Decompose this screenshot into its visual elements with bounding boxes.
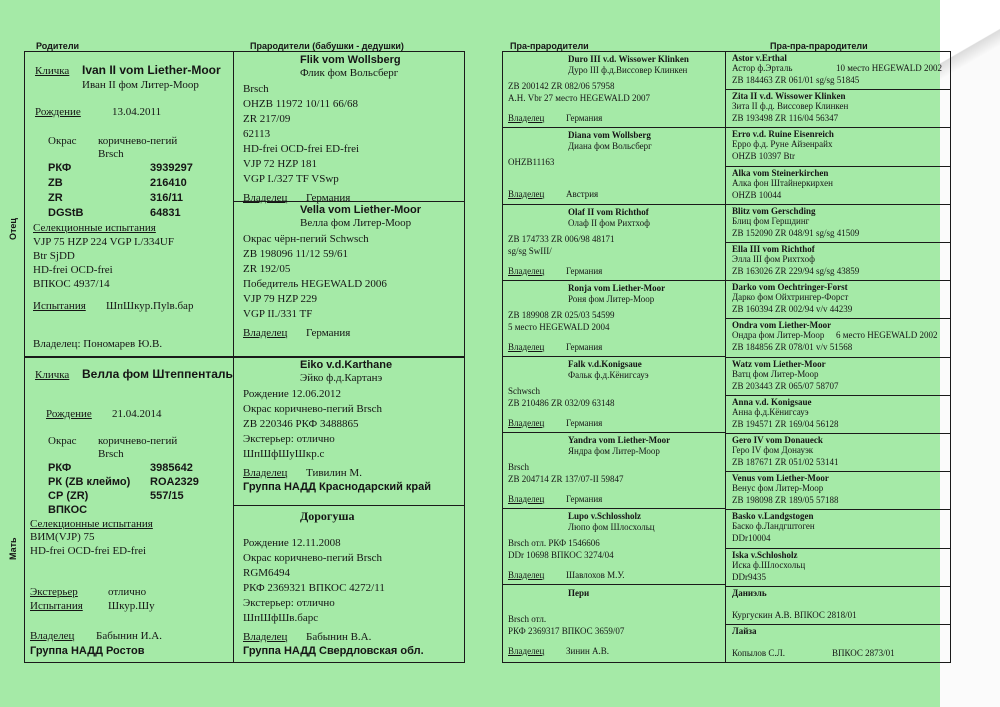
- ggp-divider: [502, 508, 725, 509]
- gp-line: РКФ 2369321 ВПКОС 4272/11: [243, 582, 385, 594]
- father-tests: ШпШкур.Пуlв.бар: [106, 300, 194, 312]
- gg-name-ru: Венус фом Литер-Моор: [732, 483, 824, 494]
- gp-owner-label: Владелец: [243, 327, 288, 339]
- gg-divider: [725, 357, 951, 358]
- father-tests-label: Испытания: [33, 300, 86, 312]
- ggp-owner-label: Владелец: [508, 646, 545, 656]
- father-vpkos: ВПКОС 4937/14: [33, 278, 110, 290]
- father-birth: 13.04.2011: [112, 106, 162, 118]
- mother-reg-label: РК (ZB клеймо): [48, 476, 131, 488]
- gg-line: OHZB 10044: [732, 189, 782, 200]
- father-reg-label: ZB: [48, 177, 63, 189]
- gp-divider-3: [233, 505, 465, 506]
- mother-color-label: Окрас: [48, 435, 77, 447]
- gg-name-ru: Иска ф.Шлосхольц: [732, 559, 806, 570]
- gp-line: Рождение 12.11.2008: [243, 537, 341, 549]
- ggp-owner: Зинин А.В.: [566, 646, 610, 656]
- ggp-line: Schwsch: [508, 386, 540, 396]
- gg-line: ZB 163026 ZR 229/94 sg/sg 43859: [732, 266, 860, 276]
- father-color-label: Окрас: [48, 135, 77, 147]
- gg-line: DDr10004: [732, 533, 771, 544]
- gg-name-en: Alka vom Steinerkirchen: [732, 167, 829, 178]
- header-parents: Родители: [36, 41, 80, 51]
- gp-line: VJP 72 HZP 181: [243, 158, 318, 170]
- gp-line: Brsch: [243, 83, 269, 95]
- gp-line: OHZB 11972 10/11 66/68: [243, 98, 358, 110]
- gp-owner: Германия: [306, 327, 351, 339]
- gg-name-ru: Анна ф.д.Кёнигсауэ: [732, 406, 809, 417]
- gg-divider: [725, 166, 951, 167]
- ggp-owner: Германия: [566, 342, 603, 352]
- gp-owner: Бабынин В.А.: [306, 631, 372, 643]
- gg-line: ВПКОС 2873/01: [832, 648, 895, 658]
- mother-trials-label: Селекционные испытания: [30, 518, 153, 530]
- mother-health: HD-frei OCD-frei ED-frei: [30, 545, 147, 557]
- ggp-owner-label: Владелец: [508, 418, 545, 428]
- gg-name-en: Ondra vom Liether-Moor: [732, 320, 832, 331]
- gg-line: ZB 184463 ZR 061/01 sg/sg 51845: [732, 75, 860, 85]
- mother-tests: Шкур.Шу: [108, 600, 155, 612]
- ggp-divider: [502, 204, 725, 205]
- ggp-name-ru: Пери: [568, 588, 590, 598]
- side-label-mother: Мать: [8, 537, 18, 560]
- ggp-line: ZB 189908 ZR 025/03 54599: [508, 310, 615, 320]
- father-coat: Brsch: [98, 148, 124, 160]
- gg-divider: [725, 548, 951, 549]
- gg-name-ru: Зита II ф.д. Виссовер Клинкен: [732, 101, 849, 112]
- ggp-name-en: Diana vom Wollsberg: [568, 130, 651, 140]
- mother-tests-label: Испытания: [30, 600, 83, 612]
- gg-line: OHZB 10397 Btr: [732, 151, 795, 162]
- ggp-line: sg/sg SwIII/: [508, 246, 552, 256]
- mother-exterior: отлично: [108, 586, 147, 598]
- father-trials-1: VJP 75 HZP 224 VGP I./334UF: [33, 236, 174, 248]
- ggp-owner: Германия: [566, 418, 603, 428]
- gp-name-en: Flik vom Wollsberg: [300, 54, 401, 66]
- gg-name-en: Darko vom Oechtringer-Forst: [732, 282, 848, 293]
- gg-line: ZB 193498 ZR 116/04 56347: [732, 113, 839, 124]
- gg-name-ru: Блиц фом Гершдинг: [732, 215, 810, 226]
- gg-name-ru: Алка фон Штайнеркирхен: [732, 177, 833, 188]
- ggp-owner-label: Владелец: [508, 266, 545, 276]
- gg-name-en: Zita II v.d. Wissower Klinken: [732, 91, 846, 102]
- gg-name-en: Erro v.d. Ruine Eisenreich: [732, 129, 834, 140]
- father-reg-label: ZR: [48, 192, 63, 204]
- gg-divider: [725, 433, 951, 434]
- ggp-owner-label: Владелец: [508, 494, 545, 504]
- ggp-name-en: Ronja vom Liether-Moor: [568, 283, 666, 293]
- father-owner: Владелец: Пономарев Ю.В.: [33, 338, 163, 350]
- gg-name-en: Venus vom Liether-Moor: [732, 473, 829, 484]
- gg-name-ru: Ерро ф.д. Руне Айзенрайх: [732, 139, 833, 150]
- ggp-name-ru: Люпо фом Шлосхольц: [568, 522, 655, 532]
- ggp-name-ru: Яндра фом Литер-Моор: [568, 446, 660, 456]
- gp-line: Рождение 12.06.2012: [243, 388, 342, 400]
- mother-owner-label: Владелец: [30, 630, 75, 642]
- father-health: HD-frei OCD-frei: [33, 264, 113, 276]
- ggp-line: ZB 200142 ZR 082/06 57958: [508, 81, 615, 91]
- ggp-divider: [502, 584, 725, 585]
- father-birth-label: Рождение: [35, 106, 81, 118]
- ggp-owner: Шавлохов М.У.: [566, 570, 625, 580]
- gg-name-ru: Баско ф.Ландгштоген: [732, 521, 815, 532]
- ggp-divider: [502, 127, 725, 128]
- header-grandparents: Прародители (бабушки - дедушки): [250, 41, 404, 51]
- ggp-divider: [502, 280, 725, 281]
- ggp-line: OHZB11163: [508, 157, 555, 167]
- mother-reg-label: СР (ZR): [48, 490, 89, 502]
- ggp-name-en: Falk v.d.Konigsaue: [568, 359, 642, 369]
- gg-divider: [725, 318, 951, 319]
- gg-name-ru: Астор ф.Эрталь: [732, 63, 793, 73]
- ggp-name-en: Duro III v.d. Wissower Klinken: [568, 54, 689, 64]
- gg-name-en: Watz vom Liether-Moor: [732, 358, 826, 369]
- mother-birth-label: Рождение: [46, 408, 92, 420]
- gg-line: ZB 198098 ZR 189/05 57188: [732, 495, 839, 506]
- gp-line: Окрас чёрн-пегий Schwsch: [243, 233, 369, 245]
- gp-name-ru: Велла фом Литер-Моор: [300, 217, 412, 229]
- father-reg-value: 3939297: [150, 162, 193, 174]
- ggp-owner: Германия: [566, 113, 603, 123]
- ggp-line: ZB 204714 ZR 137/07-II 59847: [508, 474, 624, 484]
- gp-line: VGP II./331 TF: [243, 308, 313, 320]
- mother-exterior-label: Экстерьер: [30, 586, 78, 598]
- gp-owner-label: Владелец: [243, 467, 288, 479]
- gg-divider: [725, 204, 951, 205]
- gg-place: 6 место HEGEWALD 2002: [836, 330, 938, 341]
- ggp-owner-label: Владелец: [508, 342, 545, 352]
- gp-line: ZB 198096 11/12 59/61: [243, 248, 349, 260]
- gp-line: 62113: [243, 128, 271, 140]
- ggp-line: Brsch отл. РКФ 1546606: [508, 538, 600, 548]
- gg-line: ZB 160394 ZR 002/94 v/v 44239: [732, 304, 853, 315]
- ggp-owner-label: Владелец: [508, 113, 545, 123]
- ggp-owner-label: Владелец: [508, 189, 545, 199]
- gp-line: Экстерьер: отлично: [243, 433, 335, 445]
- gg-name-ru: Ватц фом Литер-Моор: [732, 368, 819, 379]
- father-reg-value: 216410: [150, 177, 187, 189]
- gg-divider: [725, 127, 951, 128]
- gg-line: ZB 203443 ZR 065/07 58707: [732, 380, 839, 391]
- gg-line: ZB 152090 ZR 048/91 sg/sg 41509: [732, 227, 860, 238]
- gp-line: VGP I./327 TF VSwp: [243, 173, 339, 185]
- ggp-divider: [502, 356, 725, 357]
- gp-line: Экстерьер: отлично: [243, 597, 335, 609]
- gg-divider: [725, 509, 951, 510]
- gp-line: ШпШфШв.барс: [243, 612, 319, 624]
- gp-owner: Тивилин М.: [306, 467, 362, 479]
- gp-line: ZB 220346 РКФ 3488865: [243, 418, 359, 430]
- mother-name-label: Кличка: [35, 369, 70, 381]
- gg-line: ZB 187671 ZR 051/02 53141: [732, 457, 839, 467]
- ggp-name-ru: Диана фом Вольсберг: [568, 141, 652, 151]
- gp-owner: Германия: [306, 192, 351, 204]
- gp-name-ru: Флик фом Вольсберг: [300, 67, 399, 79]
- ggp-line: DDr 10698 ВПКОС 3274/04: [508, 550, 614, 560]
- mother-color: коричнево-пегий: [98, 435, 178, 447]
- mother-group: Группа НАДД Ростов: [30, 645, 145, 657]
- father-reg-label: DGStB: [48, 207, 84, 219]
- gg-name-ru: Даниэль: [732, 587, 767, 598]
- gp-line: ШпШфШуШкр.с: [243, 448, 325, 460]
- mother-coat: Brsch: [98, 448, 124, 460]
- gp-name-en: Vella vom Liether-Moor: [300, 204, 422, 216]
- ggp-owner-label: Владелец: [508, 570, 545, 580]
- father-reg-value: 64831: [150, 207, 181, 219]
- gg-name-en: Astor v.Erthal: [732, 53, 787, 63]
- gg-divider: [725, 471, 951, 472]
- mother-trials: ВИМ(VJP) 75: [30, 531, 95, 543]
- mother-birth: 21.04.2014: [112, 408, 162, 420]
- gp-group: Группа НАДД Свердловская обл.: [243, 645, 424, 657]
- ggp-divider: [502, 432, 725, 433]
- header-great-grandparents: Пра-прародители: [510, 41, 589, 51]
- gg-name-en: Blitz vom Gerschding: [732, 205, 816, 216]
- gp-line: HD-frei OCD-frei ED-frei: [243, 143, 360, 155]
- gp-line: ZR 217/09: [243, 113, 291, 125]
- father-name-label: Кличка: [35, 65, 70, 77]
- ggp-name-ru: Роня фом Литер-Моор: [568, 294, 655, 304]
- gp-name-ru: Эйко ф.д.Картанэ: [300, 372, 383, 384]
- gg-name-ru: Геро IV фом Донауэк: [732, 445, 814, 455]
- father-name-en: Ivan II vom Liether-Moor: [82, 63, 221, 77]
- father-color: коричнево-пегий: [98, 135, 178, 147]
- father-trials-2: Btr SjDD: [33, 250, 75, 262]
- mother-reg-label: ВПКОС: [48, 504, 88, 516]
- ggp-name-ru: Дуро III ф.д.Виссовер Клинкен: [568, 65, 688, 75]
- side-label-father: Отец: [8, 218, 18, 240]
- ggp-line: РКФ 2369317 ВПКОС 3659/07: [508, 626, 625, 636]
- ggp-name-en: Lupo v.Schlossholz: [568, 511, 642, 521]
- gg-divider: [725, 624, 951, 625]
- gg-name-ru: Дарко фом Ойхтрингер-Форст: [732, 292, 849, 303]
- mother-reg-value: ROA2329: [150, 476, 199, 488]
- gg-name-en: Basko v.Landgstogen: [732, 511, 814, 522]
- ggp-name-ru: Олаф II фом Рихтхоф: [568, 218, 650, 228]
- gg-place: 10 место HEGEWALD 2002: [836, 63, 942, 73]
- gg-name-ru: Ондра фом Литер-Моор: [732, 330, 825, 341]
- gp-line: Окрас коричнево-пегий Brsch: [243, 552, 383, 564]
- gg-divider: [725, 280, 951, 281]
- gg-name-en: Ella III vom Richthof: [732, 244, 815, 254]
- mother-name: Велла фом Штеппенталь: [82, 367, 233, 381]
- ggp-name-en: Olaf II vom Richthof: [568, 207, 649, 217]
- gp-line: RGM6494: [243, 567, 291, 579]
- gg-owner: Копылов С.Л.: [732, 648, 786, 658]
- gg-name-ru: Лайза: [732, 626, 757, 636]
- header-great-great: Пра-пра-прародители: [770, 41, 868, 51]
- parent-divider: [24, 356, 465, 358]
- father-reg-value: 316/11: [150, 192, 184, 204]
- ggp-name-ru: Фальк ф.д.Кёнигсауэ: [568, 370, 649, 380]
- gp-owner-label: Владелец: [243, 631, 288, 643]
- ggp-line: Brsch отл.: [508, 614, 547, 624]
- gp-line: ZR 192/05: [243, 263, 291, 275]
- gp-line: Победитель HEGEWALD 2006: [243, 278, 387, 290]
- ggp-line: Brsch: [508, 462, 529, 472]
- ggp-owner: Австрия: [566, 189, 599, 199]
- gg-line: ZB 194571 ZR 169/04 56128: [732, 418, 839, 429]
- gp-group: Группа НАДД Краснодарский край: [243, 481, 432, 493]
- ggp-line: ZB 174733 ZR 006/98 48171: [508, 234, 615, 244]
- gg-name-ru: Элла III фом Рихтхоф: [732, 254, 815, 264]
- gg-name-en: Anna v.d. Konigsaue: [732, 396, 812, 407]
- ggp-line: А.Н. Vbr 27 место HEGEWALD 2007: [508, 93, 650, 103]
- gg-line: Кургускин А.В. ВПКОС 2818/01: [732, 609, 857, 620]
- mother-reg-value: 3985642: [150, 462, 193, 474]
- gp-owner-label: Владелец: [243, 192, 288, 204]
- mother-reg-value: 557/15: [150, 490, 184, 502]
- ggp-line: 5 место HEGEWALD 2004: [508, 322, 610, 332]
- gg-divider: [725, 242, 951, 243]
- gp-line: VJP 79 HZP 229: [243, 293, 318, 305]
- gg-name-en: Gero IV vom Donaueck: [732, 435, 823, 445]
- gg-divider: [725, 89, 951, 90]
- gp-name-en: Eiko v.d.Karthane: [300, 359, 393, 371]
- ggp-name-en: Yandra vom Liether-Moor: [568, 435, 671, 445]
- gg-line: DDr9435: [732, 571, 766, 582]
- mother-owner: Бабынин И.А.: [96, 630, 162, 642]
- mother-reg-label: РКФ: [48, 462, 72, 474]
- ggp-owner: Германия: [566, 266, 603, 276]
- father-reg-label: РКФ: [48, 162, 72, 174]
- gg-name-en: Iska v.Schlosholz: [732, 549, 798, 560]
- ggp-owner: Германия: [566, 494, 603, 504]
- father-trials-label: Селекционные испытания: [33, 222, 156, 234]
- gp-line: Окрас коричнево-пегий Brsch: [243, 403, 383, 415]
- ggp-line: ZB 210486 ZR 032/09 63148: [508, 398, 615, 408]
- gg-line: ZB 184856 ZR 078/01 v/v 51568: [732, 342, 853, 353]
- gg-divider: [725, 395, 951, 396]
- gg-divider: [725, 586, 951, 587]
- gp-name-ru: Дорогуша: [300, 509, 355, 523]
- father-name-ru: Иван II фом Литер-Моор: [82, 79, 199, 91]
